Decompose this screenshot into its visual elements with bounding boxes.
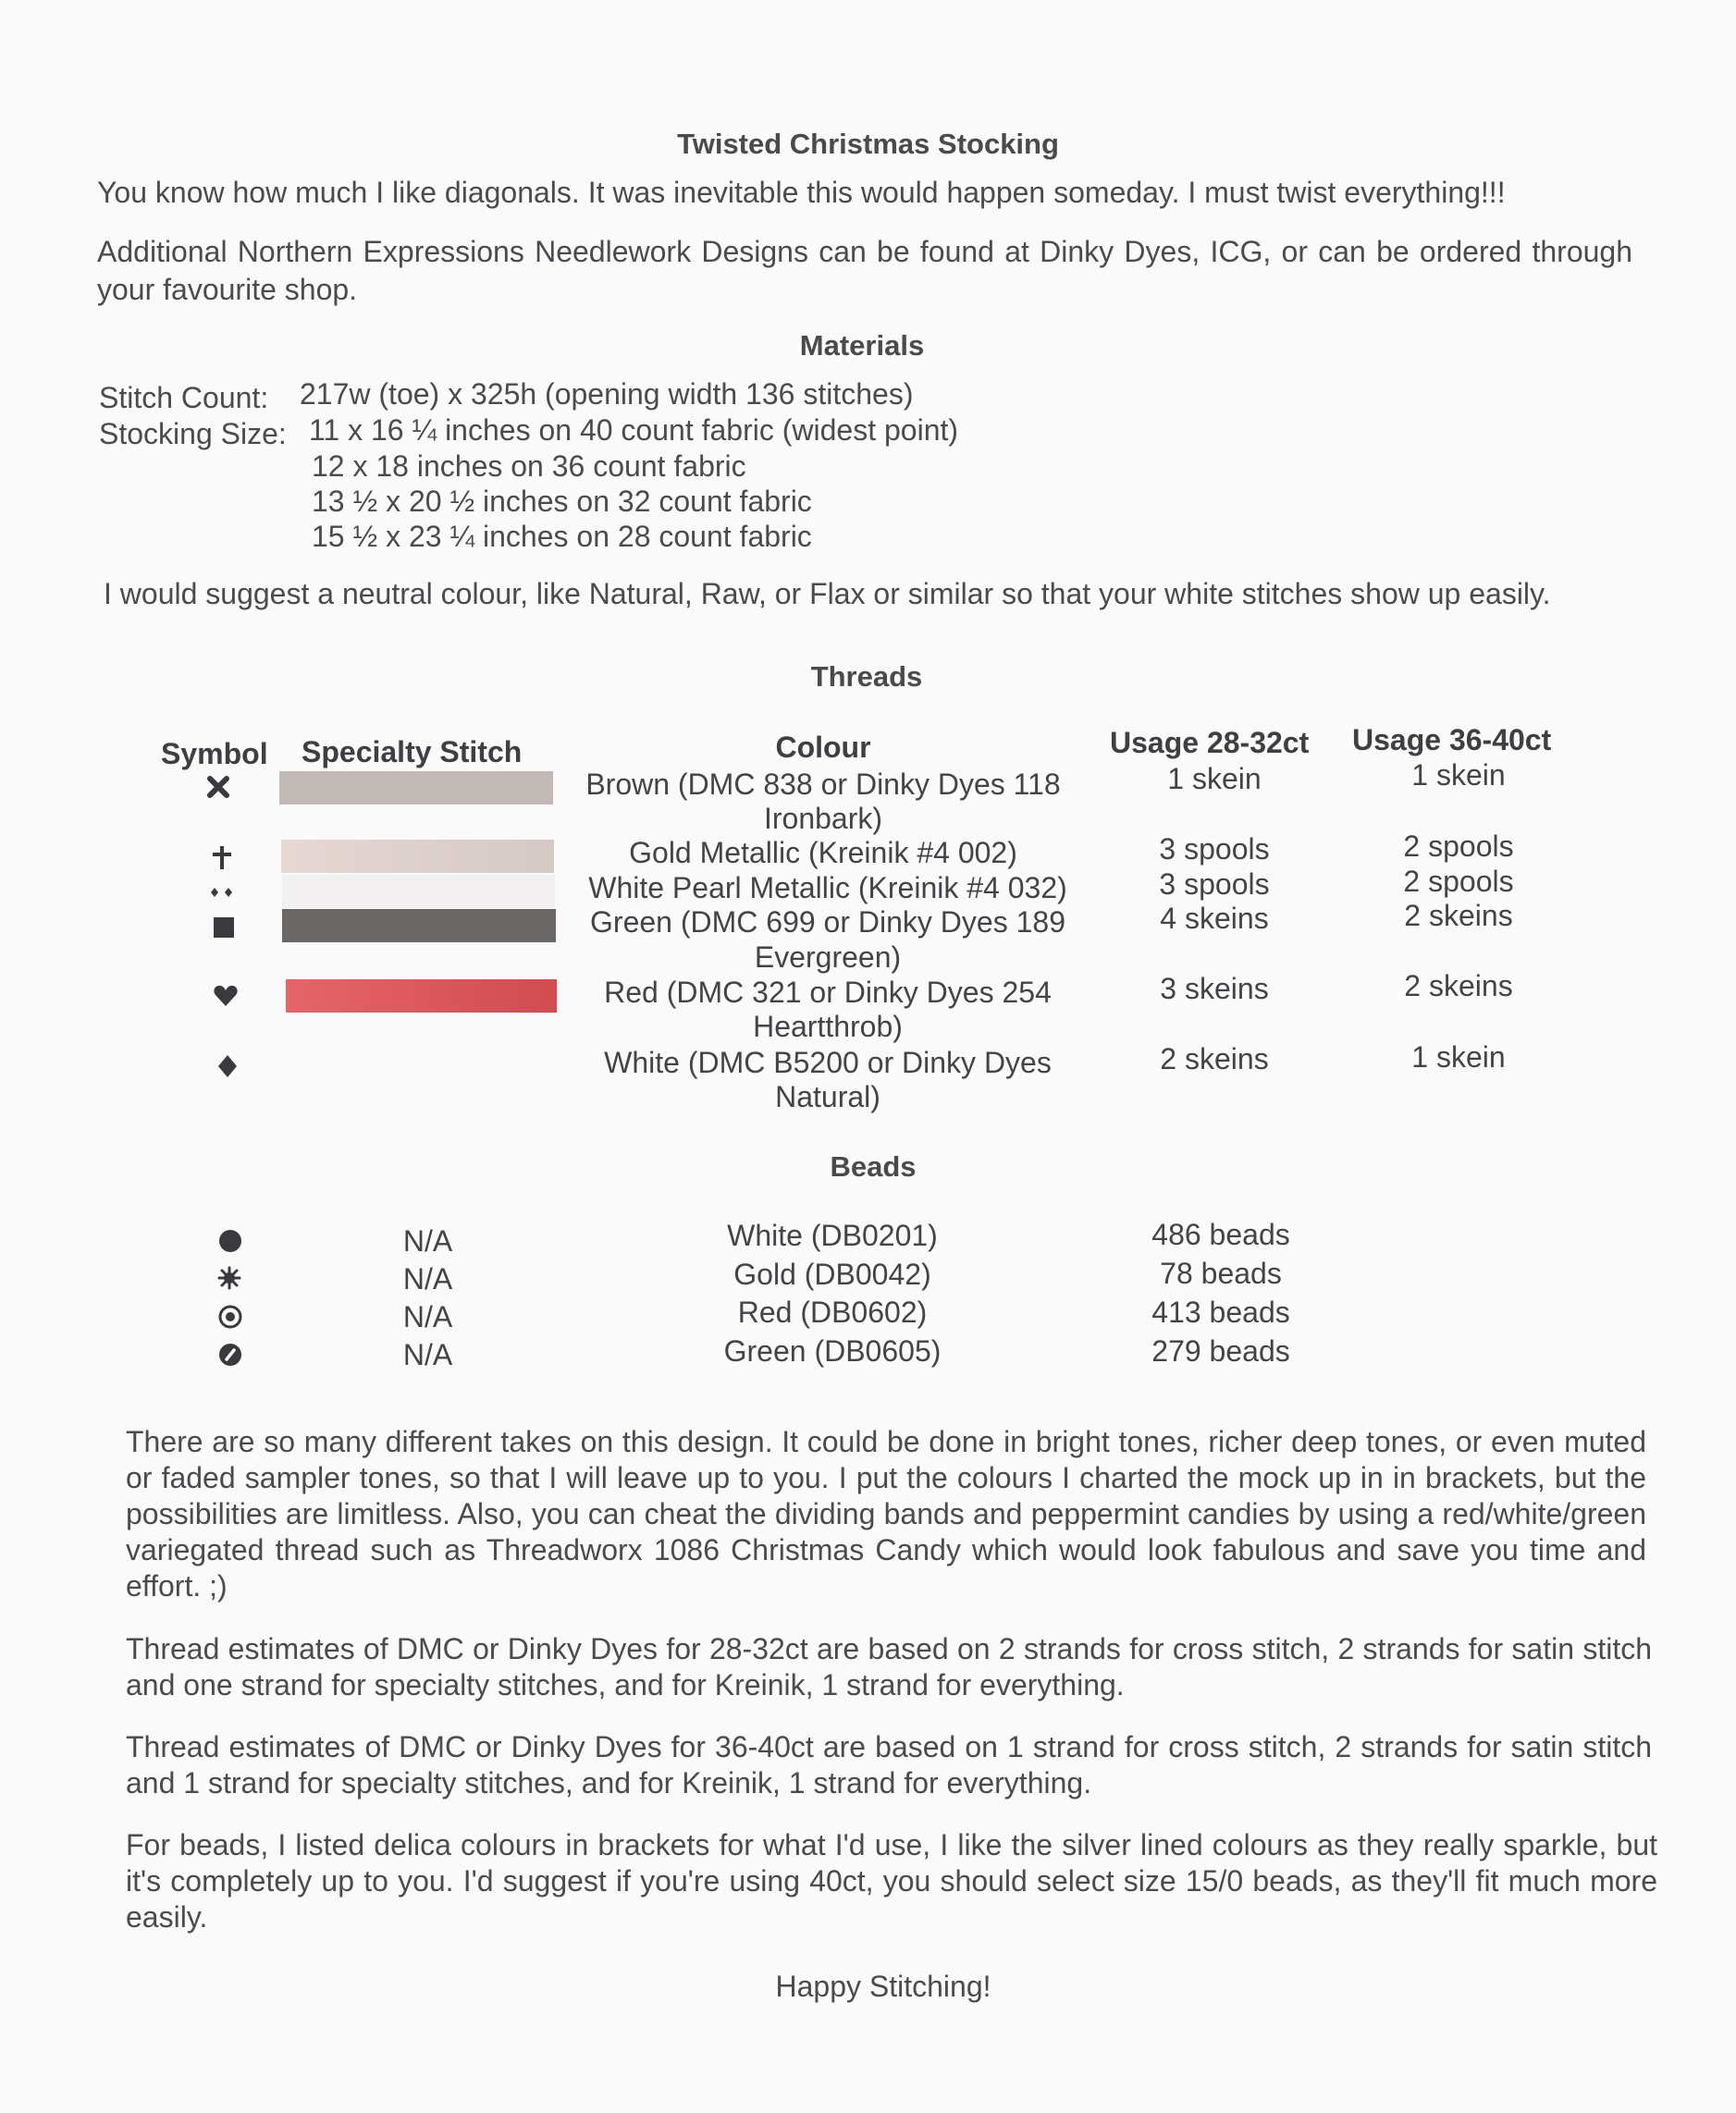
notes-paragraph-2: Thread estimates of DMC or Dinky Dyes for 28-32ct are based on 2 strands for cross stitch, 2 strands for satin stitch and one strand for specialty stitches, and for Kreinik, 1 strand for everything. — [126, 1632, 1652, 1701]
thread-swatch-green — [282, 909, 556, 942]
thread-swatch-gold — [281, 840, 554, 873]
bead-usage-gold: 78 beads — [1160, 1257, 1282, 1290]
bead-colour-gold: Gold (DB0042) — [733, 1258, 931, 1291]
notes-paragraph-4: For beads, I listed delica colours in brackets for what I'd use, I like the silver lined colours as they really sparkle, but it's completely up to you. I'd suggest if you're using 40ct, you should select size 15/0 beads, as they'll fit much more easily. — [126, 1828, 1657, 1934]
thread-swatch-red — [286, 979, 557, 1013]
intro-paragraph-1: You know how much I like diagonals. It was inevitable this would happen someday. I must twist everything!!! — [97, 176, 1506, 209]
bead-specialty-red: N/A — [402, 1300, 453, 1333]
thread-usage-b-brown: 1 skein — [1411, 758, 1506, 792]
double-diamond-icon — [205, 876, 239, 909]
thread-usage-a-green: 4 skeins — [1160, 902, 1269, 935]
thread-colour-brown: Brown (DMC 838 or Dinky Dyes 118 — [585, 768, 1061, 801]
thread-colour-brown-cont: Ironbark) — [763, 802, 883, 835]
thread-usage-b-gold: 2 spools — [1403, 829, 1514, 863]
bead-usage-red: 413 beads — [1151, 1296, 1290, 1329]
column-header-usage-28-32: Usage 28-32ct — [1110, 726, 1310, 759]
bead-specialty-white: N/A — [402, 1224, 453, 1258]
thread-colour-white: White (DMC B5200 or Dinky Dyes — [604, 1046, 1052, 1079]
thread-colour-gold: Gold Metallic (Kreinik #4 002) — [629, 836, 1017, 869]
column-header-symbol: Symbol — [161, 737, 268, 770]
thread-colour-green-cont: Evergreen) — [754, 940, 902, 974]
bullseye-icon — [214, 1300, 247, 1333]
heart-icon — [209, 979, 242, 1013]
thread-colour-red-cont: Heartthrob) — [753, 1010, 903, 1043]
thread-swatch-brown — [279, 771, 553, 805]
notes-paragraph-3: Thread estimates of DMC or Dinky Dyes for 36-40ct are based on 1 strand for cross stitch, 2 strands for satin stitch and 1 strand for specialty stitches, and for Kreinik, 1 strand for everything. — [126, 1730, 1652, 1800]
thread-usage-a-white: 2 skeins — [1160, 1042, 1269, 1075]
diamond-icon — [211, 1050, 244, 1083]
intro-paragraph-2: Additional Northern Expressions Needlework Designs can be found at Dinky Dyes, ICG, or can be ordered through your favourite shop. — [97, 235, 1632, 306]
column-header-specialty-stitch: Specialty Stitch — [302, 735, 523, 768]
thread-usage-b-white: 1 skein — [1411, 1040, 1506, 1074]
thread-usage-b-white-pearl: 2 spools — [1403, 865, 1514, 898]
thread-usage-b-red: 2 skeins — [1404, 969, 1513, 1002]
materials-heading: Materials — [799, 329, 925, 362]
thread-colour-green: Green (DMC 699 or Dinky Dyes 189 — [590, 905, 1065, 939]
beads-heading: Beads — [830, 1150, 917, 1183]
bead-colour-white: White (DB0201) — [727, 1219, 938, 1252]
stocking-size-1: 11 x 16 ¼ inches on 40 count fabric (widest point) — [309, 413, 959, 447]
stocking-size-2: 12 x 18 inches on 36 count fabric — [312, 449, 746, 483]
square-icon — [207, 911, 240, 944]
stitch-count-value: 217w (toe) x 325h (opening width 136 stitches) — [300, 377, 914, 411]
bead-colour-red: Red (DB0602) — [737, 1296, 928, 1329]
thread-usage-a-red: 3 skeins — [1160, 972, 1269, 1005]
starburst-icon — [213, 1261, 246, 1295]
thread-colour-white-pearl: White Pearl Metallic (Kreinik #4 032) — [588, 871, 1067, 904]
plus-icon — [205, 841, 239, 874]
page-title: Twisted Christmas Stocking — [677, 128, 1059, 160]
bead-specialty-gold: N/A — [402, 1262, 453, 1296]
stitch-count-label: Stitch Count: — [99, 381, 269, 414]
column-header-usage-36-40: Usage 36-40ct — [1352, 723, 1552, 756]
bead-specialty-green: N/A — [402, 1338, 453, 1371]
notes-paragraph-1: There are so many different takes on this design. It could be done in bright tones, richer deep tones, or even muted or faded sampler tones, so that I will leave up to you. I put the colours I charted the mock up in in brackets, but the possibilities are limitless. Also, you can cheat the dividing bands and peppermint candies by using a red/white/green variegated thread such as Threadworx 1086 Christmas Candy which would look fabulous and save you time and effort. ;) — [126, 1425, 1646, 1603]
bead-usage-white: 486 beads — [1151, 1218, 1290, 1251]
bead-colour-green: Green (DB0605) — [723, 1334, 942, 1368]
x-icon — [202, 770, 235, 804]
thread-colour-red: Red (DMC 321 or Dinky Dyes 254 — [604, 976, 1052, 1009]
thread-usage-a-gold: 3 spools — [1159, 832, 1270, 866]
thread-usage-a-brown: 1 skein — [1167, 762, 1262, 795]
slashed-circle-icon — [214, 1338, 247, 1371]
filled-circle-icon — [214, 1224, 247, 1258]
thread-usage-b-green: 2 skeins — [1404, 899, 1513, 932]
thread-usage-a-white-pearl: 3 spools — [1159, 867, 1270, 901]
closing-line: Happy Stitching! — [775, 1970, 991, 2003]
fabric-suggestion: I would suggest a neutral colour, like Natural, Raw, or Flax or similar so that your white stitches show up easily. — [104, 577, 1551, 610]
stocking-size-label: Stocking Size: — [99, 417, 287, 450]
thread-swatch-white-pearl — [282, 875, 555, 908]
bead-usage-green: 279 beads — [1151, 1334, 1290, 1368]
threads-heading: Threads — [810, 660, 923, 693]
stocking-size-4: 15 ½ x 23 ¼ inches on 28 count fabric — [312, 520, 812, 553]
thread-colour-white-cont: Natural) — [775, 1080, 880, 1113]
stocking-size-3: 13 ½ x 20 ½ inches on 32 count fabric — [312, 485, 812, 518]
column-header-colour: Colour — [775, 731, 871, 764]
